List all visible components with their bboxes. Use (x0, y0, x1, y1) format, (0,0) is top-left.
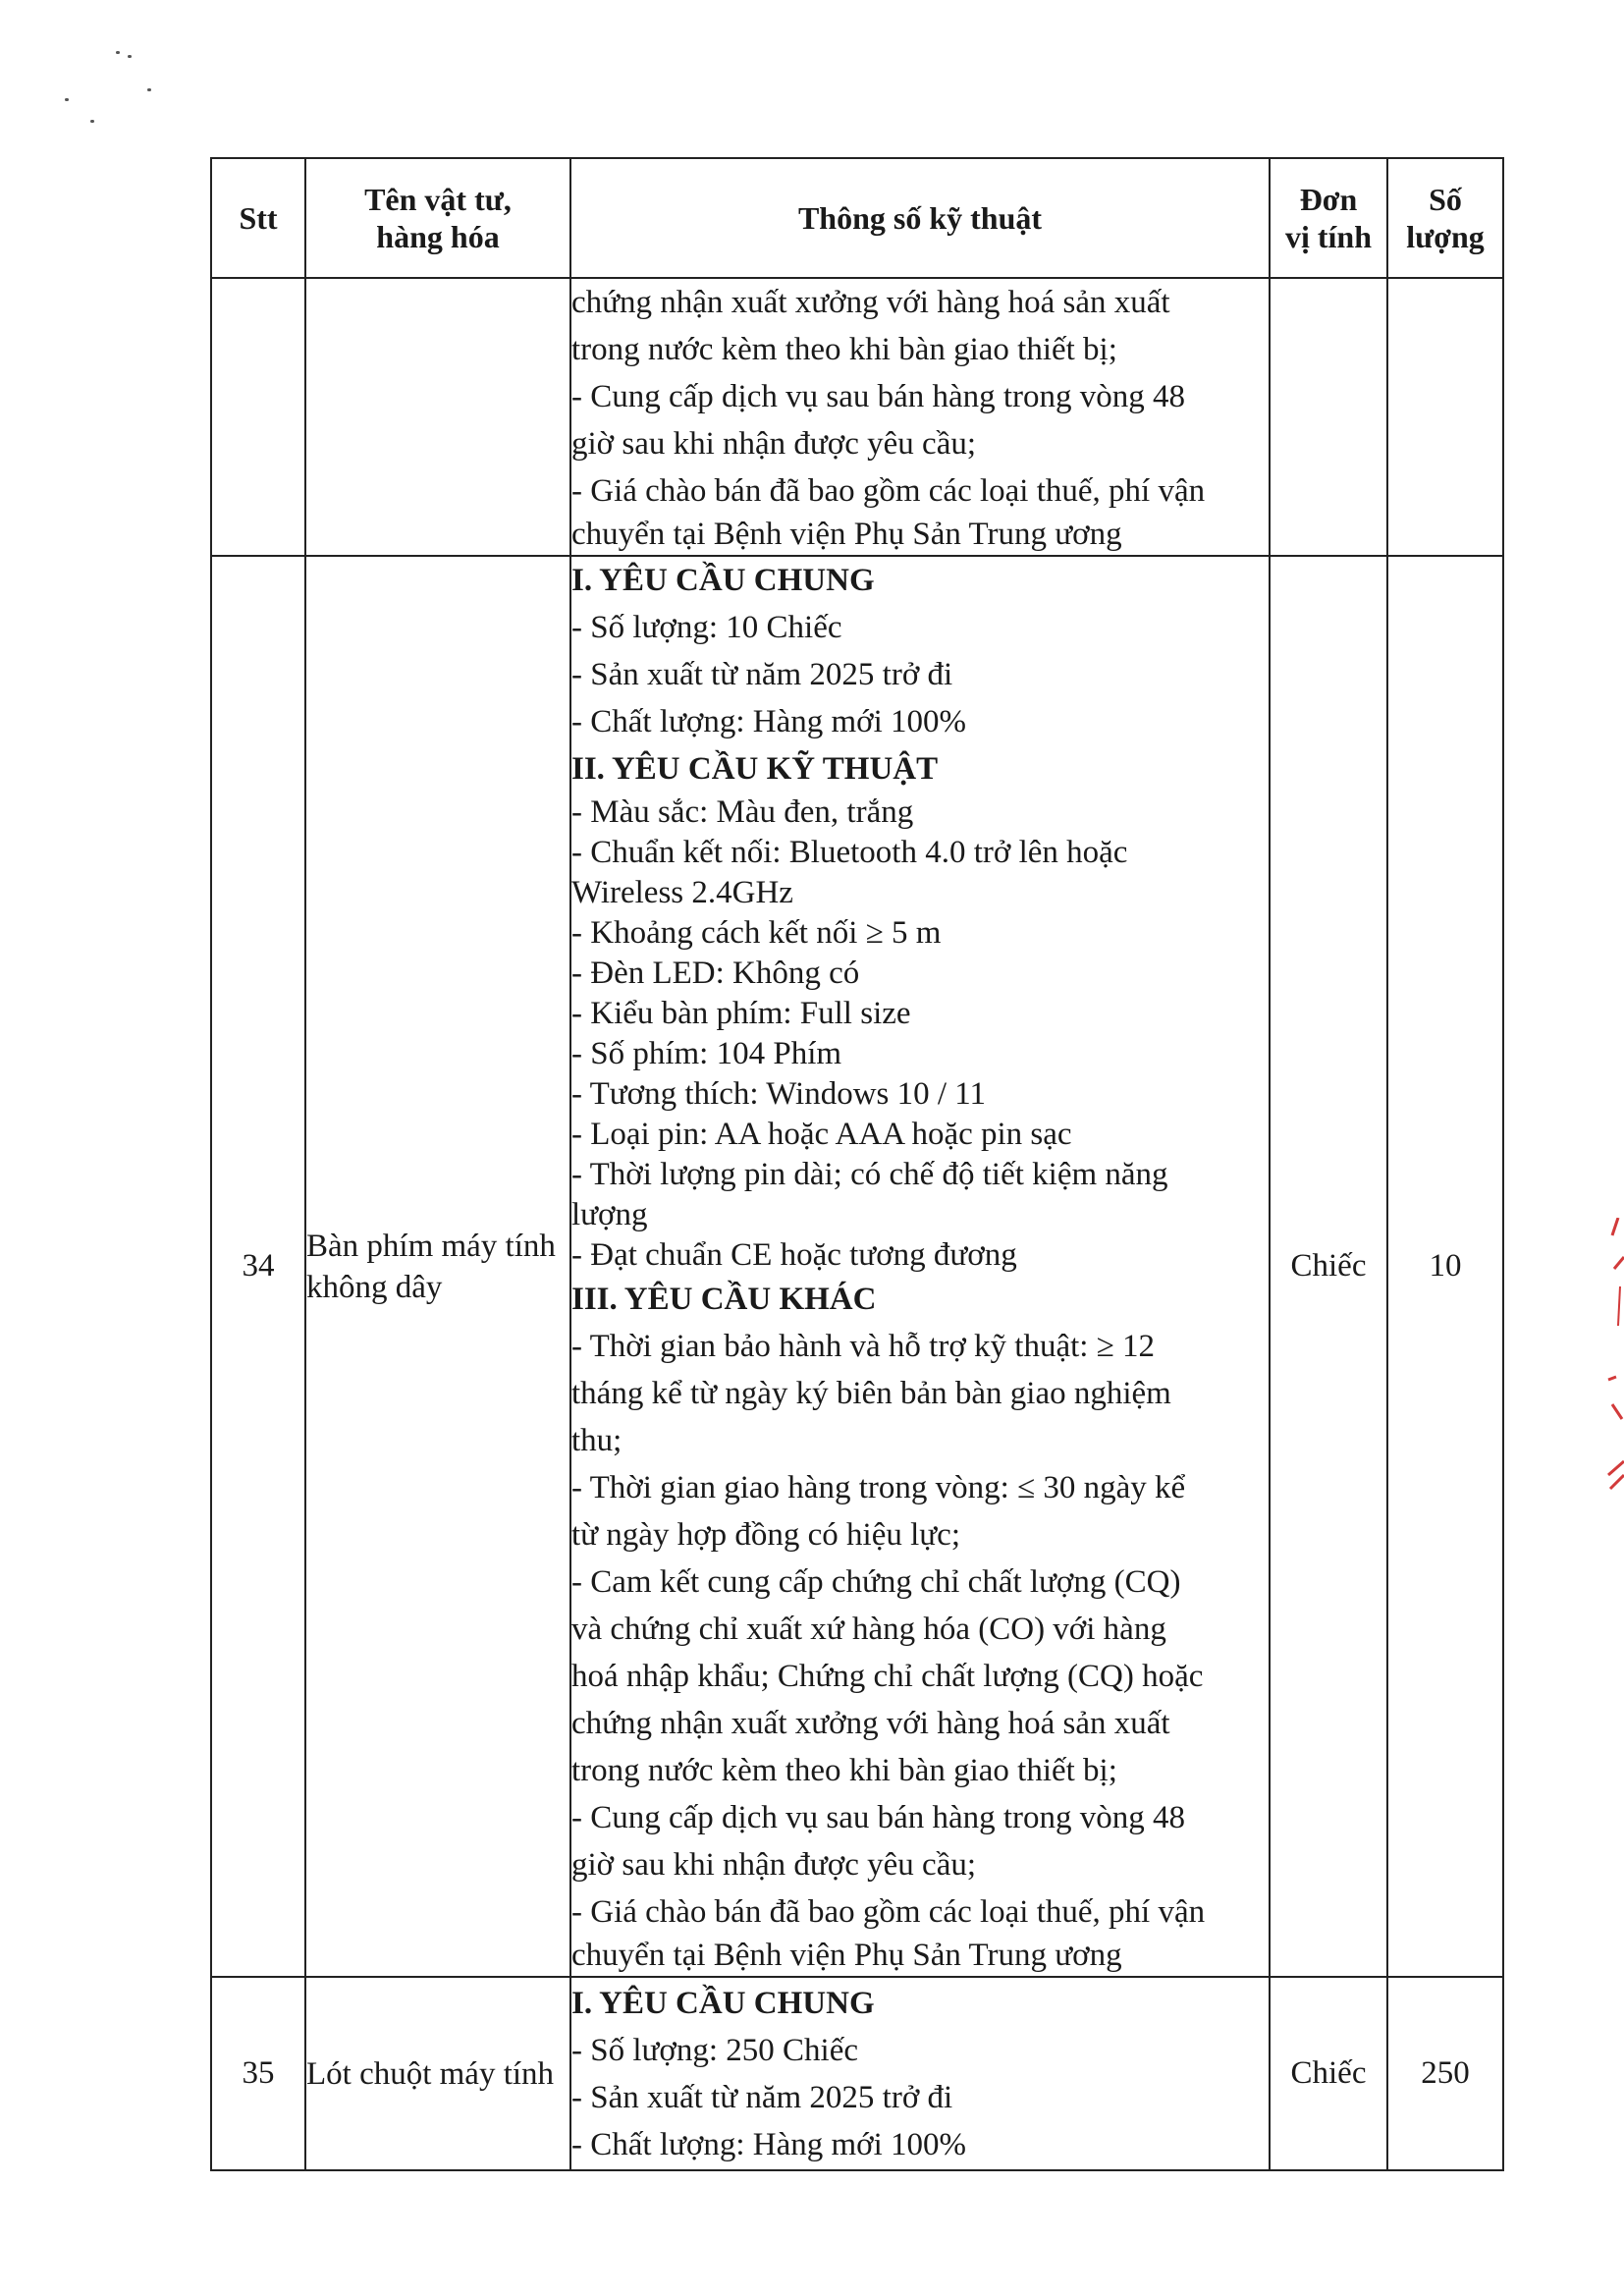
section-heading: I. YÊU CẦU CHUNG (571, 563, 875, 598)
spec-line: - Số lượng: 250 Chiếc (571, 2032, 858, 2068)
specification-table (210, 157, 1504, 2171)
cell-item-name: Bàn phím máy tính không dây (305, 556, 570, 1977)
spec-line: - Khoảng cách kết nối ≥ 5 m (571, 915, 942, 951)
spec-line: - Chất lượng: Hàng mới 100% (571, 704, 966, 739)
header-quantity: Số lượng (1387, 158, 1503, 278)
spec-line: - Cung cấp dịch vụ sau bán hàng trong vòng 48 (571, 1800, 1186, 1835)
table-row-35 (211, 1977, 1503, 2170)
cell-stt: 34 (211, 556, 305, 1977)
header-specification: Thông số kỹ thuật (570, 158, 1270, 278)
spec-line: chuyển tại Bệnh viện Phụ Sản Trung ương (571, 1938, 1122, 1973)
spec-line: - Loại pin: AA hoặc AAA hoặc pin sạc (571, 1117, 1072, 1152)
scan-speck (65, 98, 69, 101)
spec-line: - Giá chào bán đã bao gồm các loại thuế, phí vận (571, 1894, 1206, 1930)
table-row-34 (211, 556, 1503, 1977)
cell-specification (570, 1977, 1270, 2170)
scan-speck (90, 120, 94, 123)
cell-unit-empty (1270, 278, 1387, 556)
spec-line: - Sản xuất từ năm 2025 trở đi (571, 657, 953, 692)
spec-line: tháng kể từ ngày ký biên bản bàn giao nghiệm (571, 1376, 1171, 1411)
table-header-row (211, 158, 1503, 278)
cell-specification (570, 556, 1270, 1977)
spec-line: - Đèn LED: Không có (571, 956, 860, 991)
section-heading: III. YÊU CẦU KHÁC (571, 1282, 877, 1317)
spec-line: - Giá chào bán đã bao gồm các loại thuế, phí vận (571, 473, 1206, 509)
spec-line: - Thời gian bảo hành và hỗ trợ kỹ thuật: ≥ 12 (571, 1329, 1156, 1364)
cell-stt-empty (211, 278, 305, 556)
spec-line: - Chuẩn kết nối: Bluetooth 4.0 trở lên hoặc (571, 835, 1128, 870)
cell-quantity: 250 (1387, 1977, 1503, 2170)
scan-speck (116, 51, 120, 54)
scan-speck (128, 55, 132, 58)
cell-stt: 35 (211, 1977, 305, 2170)
spec-line: - Thời gian giao hàng trong vòng: ≤ 30 ngày kể (571, 1470, 1186, 1505)
spec-line: lượng (571, 1197, 648, 1232)
spec-line: - Thời lượng pin dài; có chế độ tiết kiệm năng (571, 1157, 1168, 1192)
scan-speck (147, 88, 151, 91)
spec-line: - Đạt chuẩn CE hoặc tương đương (571, 1237, 1017, 1273)
spec-line: - Tương thích: Windows 10 / 11 (571, 1076, 987, 1112)
spec-line: - Số phím: 104 Phím (571, 1036, 842, 1071)
spec-line: - Cung cấp dịch vụ sau bán hàng trong vòng 48 (571, 379, 1186, 414)
cell-spec-continuation (570, 278, 1270, 556)
cell-unit: Chiếc (1270, 556, 1387, 1977)
cell-quantity: 10 (1387, 556, 1503, 1977)
section-heading: II. YÊU CẦU KỸ THUẬT (571, 751, 939, 787)
spec-line: hoá nhập khẩu; Chứng chỉ chất lượng (CQ) hoặc (571, 1659, 1204, 1694)
header-stt: Stt (211, 158, 305, 278)
spec-line: Wireless 2.4GHz (571, 875, 793, 910)
spec-line: chứng nhận xuất xưởng với hàng hoá sản xuất (571, 1706, 1170, 1741)
spec-line: thu; (571, 1423, 623, 1458)
cell-name-empty (305, 278, 570, 556)
spec-line: chuyển tại Bệnh viện Phụ Sản Trung ương (571, 517, 1122, 552)
spec-line: - Số lượng: 10 Chiếc (571, 610, 842, 645)
spec-line: trong nước kèm theo khi bàn giao thiết bị; (571, 1753, 1117, 1788)
spec-line: giờ sau khi nhận được yêu cầu; (571, 426, 977, 462)
cell-item-name: Lót chuột máy tính (305, 1977, 570, 2170)
spec-line: - Chất lượng: Hàng mới 100% (571, 2126, 966, 2162)
cell-qty-empty (1387, 278, 1503, 556)
spec-line: trong nước kèm theo khi bàn giao thiết bị; (571, 332, 1117, 367)
spec-line: - Kiểu bàn phím: Full size (571, 996, 911, 1031)
spec-line: giờ sau khi nhận được yêu cầu; (571, 1847, 977, 1883)
table-row-continuation (211, 278, 1503, 556)
section-heading: I. YÊU CẦU CHUNG (571, 1985, 875, 2021)
spec-line: và chứng chỉ xuất xứ hàng hóa (CO) với hàng (571, 1612, 1166, 1647)
red-seal-fragment-icon (1598, 1218, 1624, 1512)
spec-line: - Sản xuất từ năm 2025 trở đi (571, 2079, 953, 2115)
header-unit: Đơn vị tính (1270, 158, 1387, 278)
spec-line: - Màu sắc: Màu đen, trắng (571, 794, 914, 830)
cell-unit: Chiếc (1270, 1977, 1387, 2170)
spec-line: từ ngày hợp đồng có hiệu lực; (571, 1517, 960, 1553)
spec-line: - Cam kết cung cấp chứng chỉ chất lượng (CQ) (571, 1564, 1181, 1600)
header-item-name: Tên vật tư, hàng hóa (305, 158, 570, 278)
spec-line: chứng nhận xuất xưởng với hàng hoá sản xuất (571, 285, 1170, 320)
